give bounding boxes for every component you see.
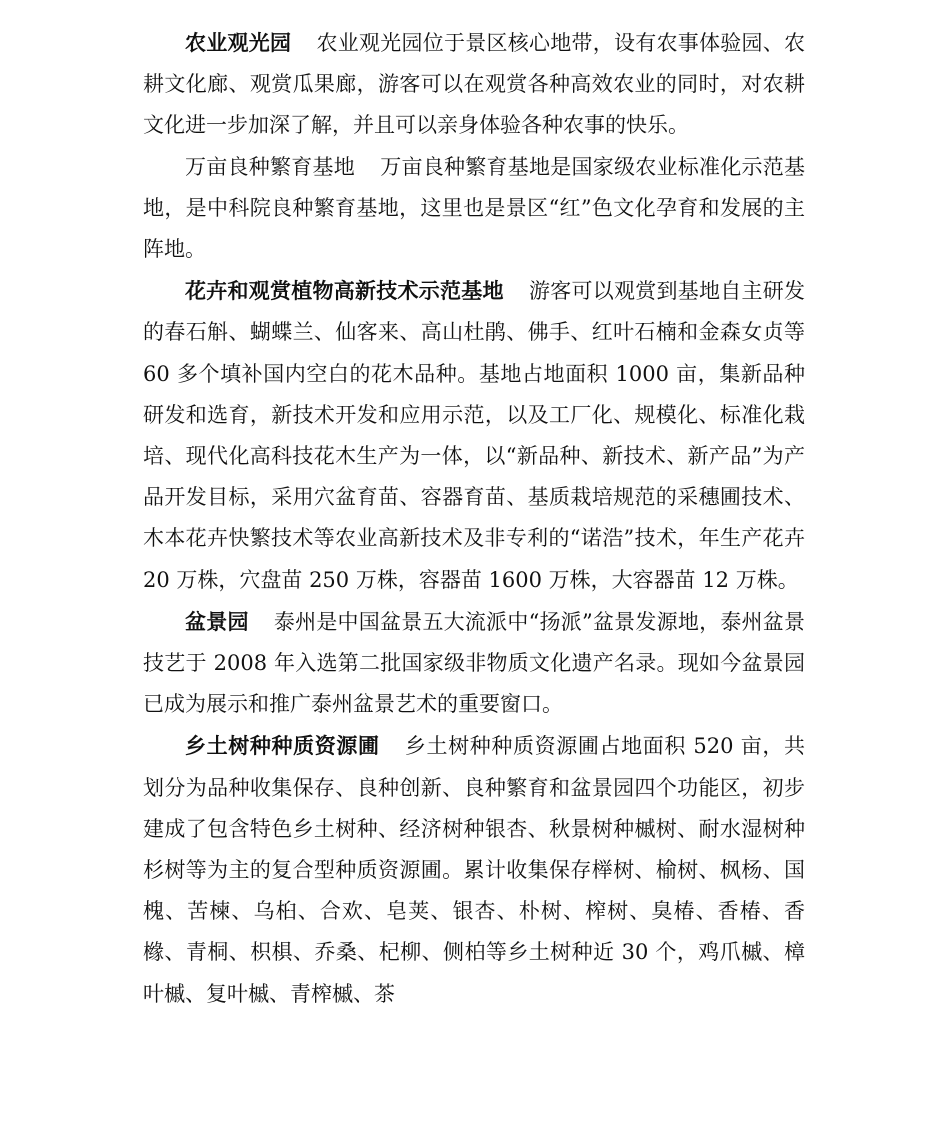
paragraph-germplasm-nursery xyxy=(143,725,805,1014)
section-heading: 乡土树种种质资源圃 xyxy=(185,733,380,759)
section-text: 泰州是中国盆景五大流派中“扬派”盆景发源地，泰州盆景技艺于 2008 年入选第二批国家级非物质文化遗产名录。现如今盆景园已成为展示和推广泰州盆景艺术的重要窗口。 xyxy=(143,609,805,717)
section-text: 游客可以观赏到基地自主研发的春石斛、蝴蝶兰、仙客来、高山杜鹃、佛手、红叶石楠和金森女贞等 60 多个填补国内空白的花木品种。基地占地面积 1000 亩，集新品种研发和选育，新技术开发和应用示范，以及工厂化、规模化、标准化栽培、现代化高科技花木生产为一体，以“新品种、新技术、新产品”为产品开发目标，采用穴盆育苗、容器育苗、基质栽培规范的采穗圃技术、木本花卉快繁技术等农业高新技术及非专利的“诺浩”技术，年生产花卉 20 万株，穴盘苗 250 万株，容器苗 1600 万株，大容器苗 12 万株。 xyxy=(143,279,806,592)
document-page xyxy=(143,22,805,1015)
section-text: 万亩良种繁育基地是国家级农业标准化示范基地，是中科院良种繁育基地，这里也是景区“红”色文化孕育和发展的主阵地。 xyxy=(143,154,806,262)
paragraph-agricultural-park xyxy=(143,22,805,147)
section-heading: 农业观光园 xyxy=(185,30,292,55)
section-heading: 万亩良种繁育基地 xyxy=(185,154,356,179)
section-heading: 花卉和观赏植物高新技术示范基地 xyxy=(185,278,504,304)
paragraph-bonsai-garden xyxy=(143,601,805,726)
paragraph-breeding-base xyxy=(143,147,805,271)
section-text: 乡土树种种质资源圃占地面积 520 亩，共划分为品种收集保存、良种创新、良种繁育和盆景园四个功能区，初步建成了包含特色乡土树种、经济树种银杏、秋景树种槭树、耐水湿树种杉树等为主的复合型种质资源圃。累计收集保存榉树、榆树、枫杨、国槐、苦楝、乌桕、合欢、皂荚、银杏、朴树、榨树、臭椿、香椿、香橼、青桐、枳椇、乔桑、杞柳、侧柏等乡土树种近 30 个，鸡爪槭、樟叶槭、复叶槭、青榨槭、茶 xyxy=(143,734,805,1006)
section-text: 农业观光园位于景区核心地带，设有农事体验园、农耕文化廊、观赏瓜果廊，游客可以在观赏各种高效农业的同时，对农耕文化进一步加深了解，并且可以亲身体验各种农事的快乐。 xyxy=(143,31,806,138)
paragraph-flower-tech-base xyxy=(143,270,805,601)
section-heading: 盆景园 xyxy=(185,608,249,634)
